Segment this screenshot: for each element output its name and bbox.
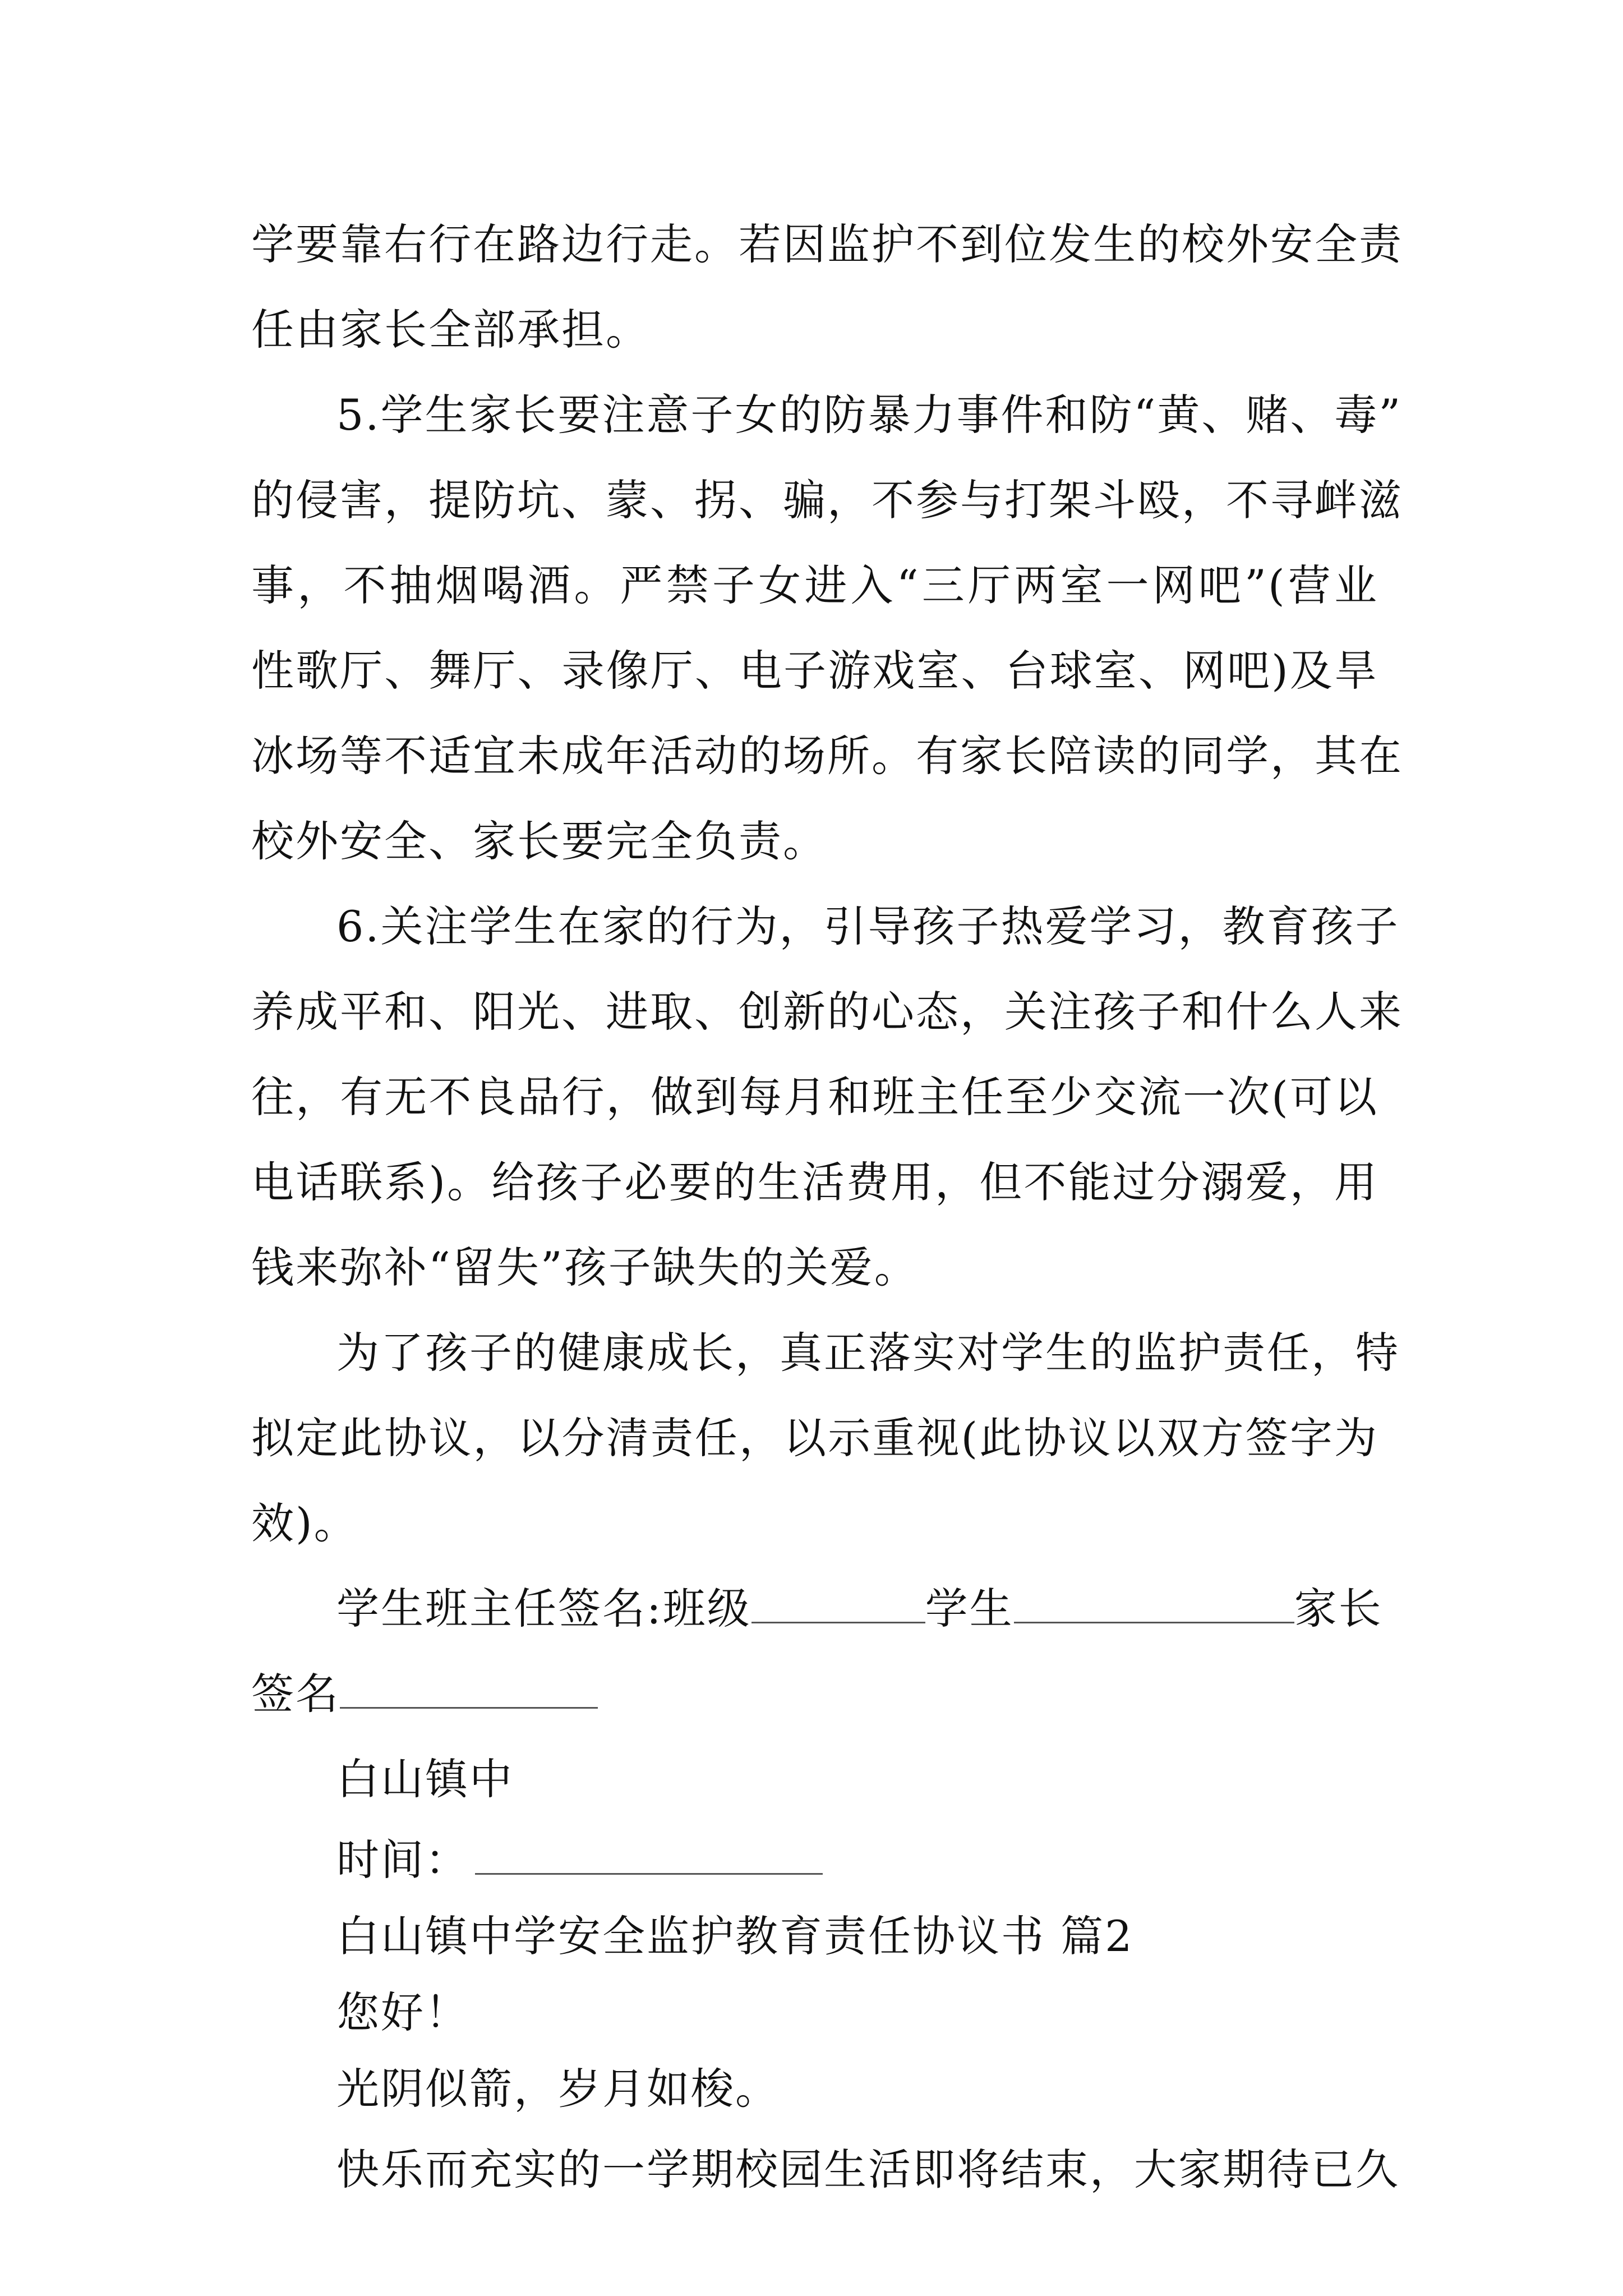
- student-blank[interactable]: [1014, 1586, 1294, 1623]
- signature-line: [251, 1566, 1383, 1651]
- paragraph-line: 电话联系)。给孩子必要的生活费用，但不能过分溺爱，用: [251, 1157, 1378, 1207]
- paragraph-line: 往，有无不良品行，做到每月和班主任至少交流一次(可以: [251, 1072, 1378, 1122]
- parent-label: 家长: [1294, 1584, 1383, 1634]
- school-name: 白山镇中: [336, 1754, 514, 1804]
- greeting: 您好！: [336, 1987, 469, 2037]
- paragraph-line: 6.关注学生在家的行为，引导孩子热爱学习，教育孩子: [336, 901, 1400, 951]
- paragraph-line: 冰场等不适宜未成年活动的场所。有家长陪读的同学，其在: [251, 731, 1403, 781]
- paragraph-line: 快乐而充实的一学期校园生活即将结束，大家期待已久: [336, 2145, 1400, 2194]
- signature-prefix: 学生班主任签名:班级: [336, 1584, 751, 1634]
- paragraph-line: 为了孩子的健康成长，真正落实对学生的监护责任，特: [336, 1328, 1400, 1378]
- class-blank[interactable]: [751, 1586, 925, 1623]
- student-label: 学生: [925, 1584, 1014, 1634]
- parent-sign-label: 签名: [251, 1669, 340, 1719]
- document-page: [251, 202, 1403, 2212]
- paragraph-line: 性歌厅、舞厅、录像厅、电子游戏室、台球室、网吧)及旱: [251, 646, 1378, 696]
- time-line: [251, 1822, 1378, 1898]
- parent-signature-line: [251, 1651, 1378, 1737]
- paragraph-line: 光阴似箭，岁月如梭。: [336, 2064, 780, 2114]
- paragraph-line: 任由家长全部承担。: [251, 305, 650, 355]
- time-blank[interactable]: [475, 1837, 823, 1875]
- paragraph-line: 学要靠右行在路边行走。若因监护不到位发生的校外安全责: [251, 219, 1403, 269]
- parent-sign-blank[interactable]: [340, 1671, 598, 1709]
- paragraph-line: 5.学生家长要注意子女的防暴力事件和防“黄、赌、毒”: [336, 390, 1403, 440]
- paragraph-line: 钱来弥补“留失”孩子缺失的关爱。: [251, 1243, 919, 1292]
- paragraph-line: 事，不抽烟喝酒。严禁子女进入“三厅两室一网吧”(营业: [251, 560, 1378, 610]
- paragraph-line: 校外安全、家长要完全负责。: [251, 816, 827, 866]
- section-title: 白山镇中学安全监护教育责任协议书 篇2: [336, 1911, 1134, 1961]
- time-label: 时间：: [336, 1835, 469, 1885]
- paragraph-line: 的侵害，提防坑、蒙、拐、骗，不参与打架斗殴，不寻衅滋: [251, 475, 1403, 525]
- paragraph-line: 效)。: [251, 1498, 358, 1548]
- paragraph-line: 养成平和、阳光、进取、创新的心态，关注孩子和什么人来: [251, 987, 1403, 1037]
- paragraph-line: 拟定此协议，以分清责任，以示重视(此协议以双方签字为: [251, 1413, 1378, 1463]
